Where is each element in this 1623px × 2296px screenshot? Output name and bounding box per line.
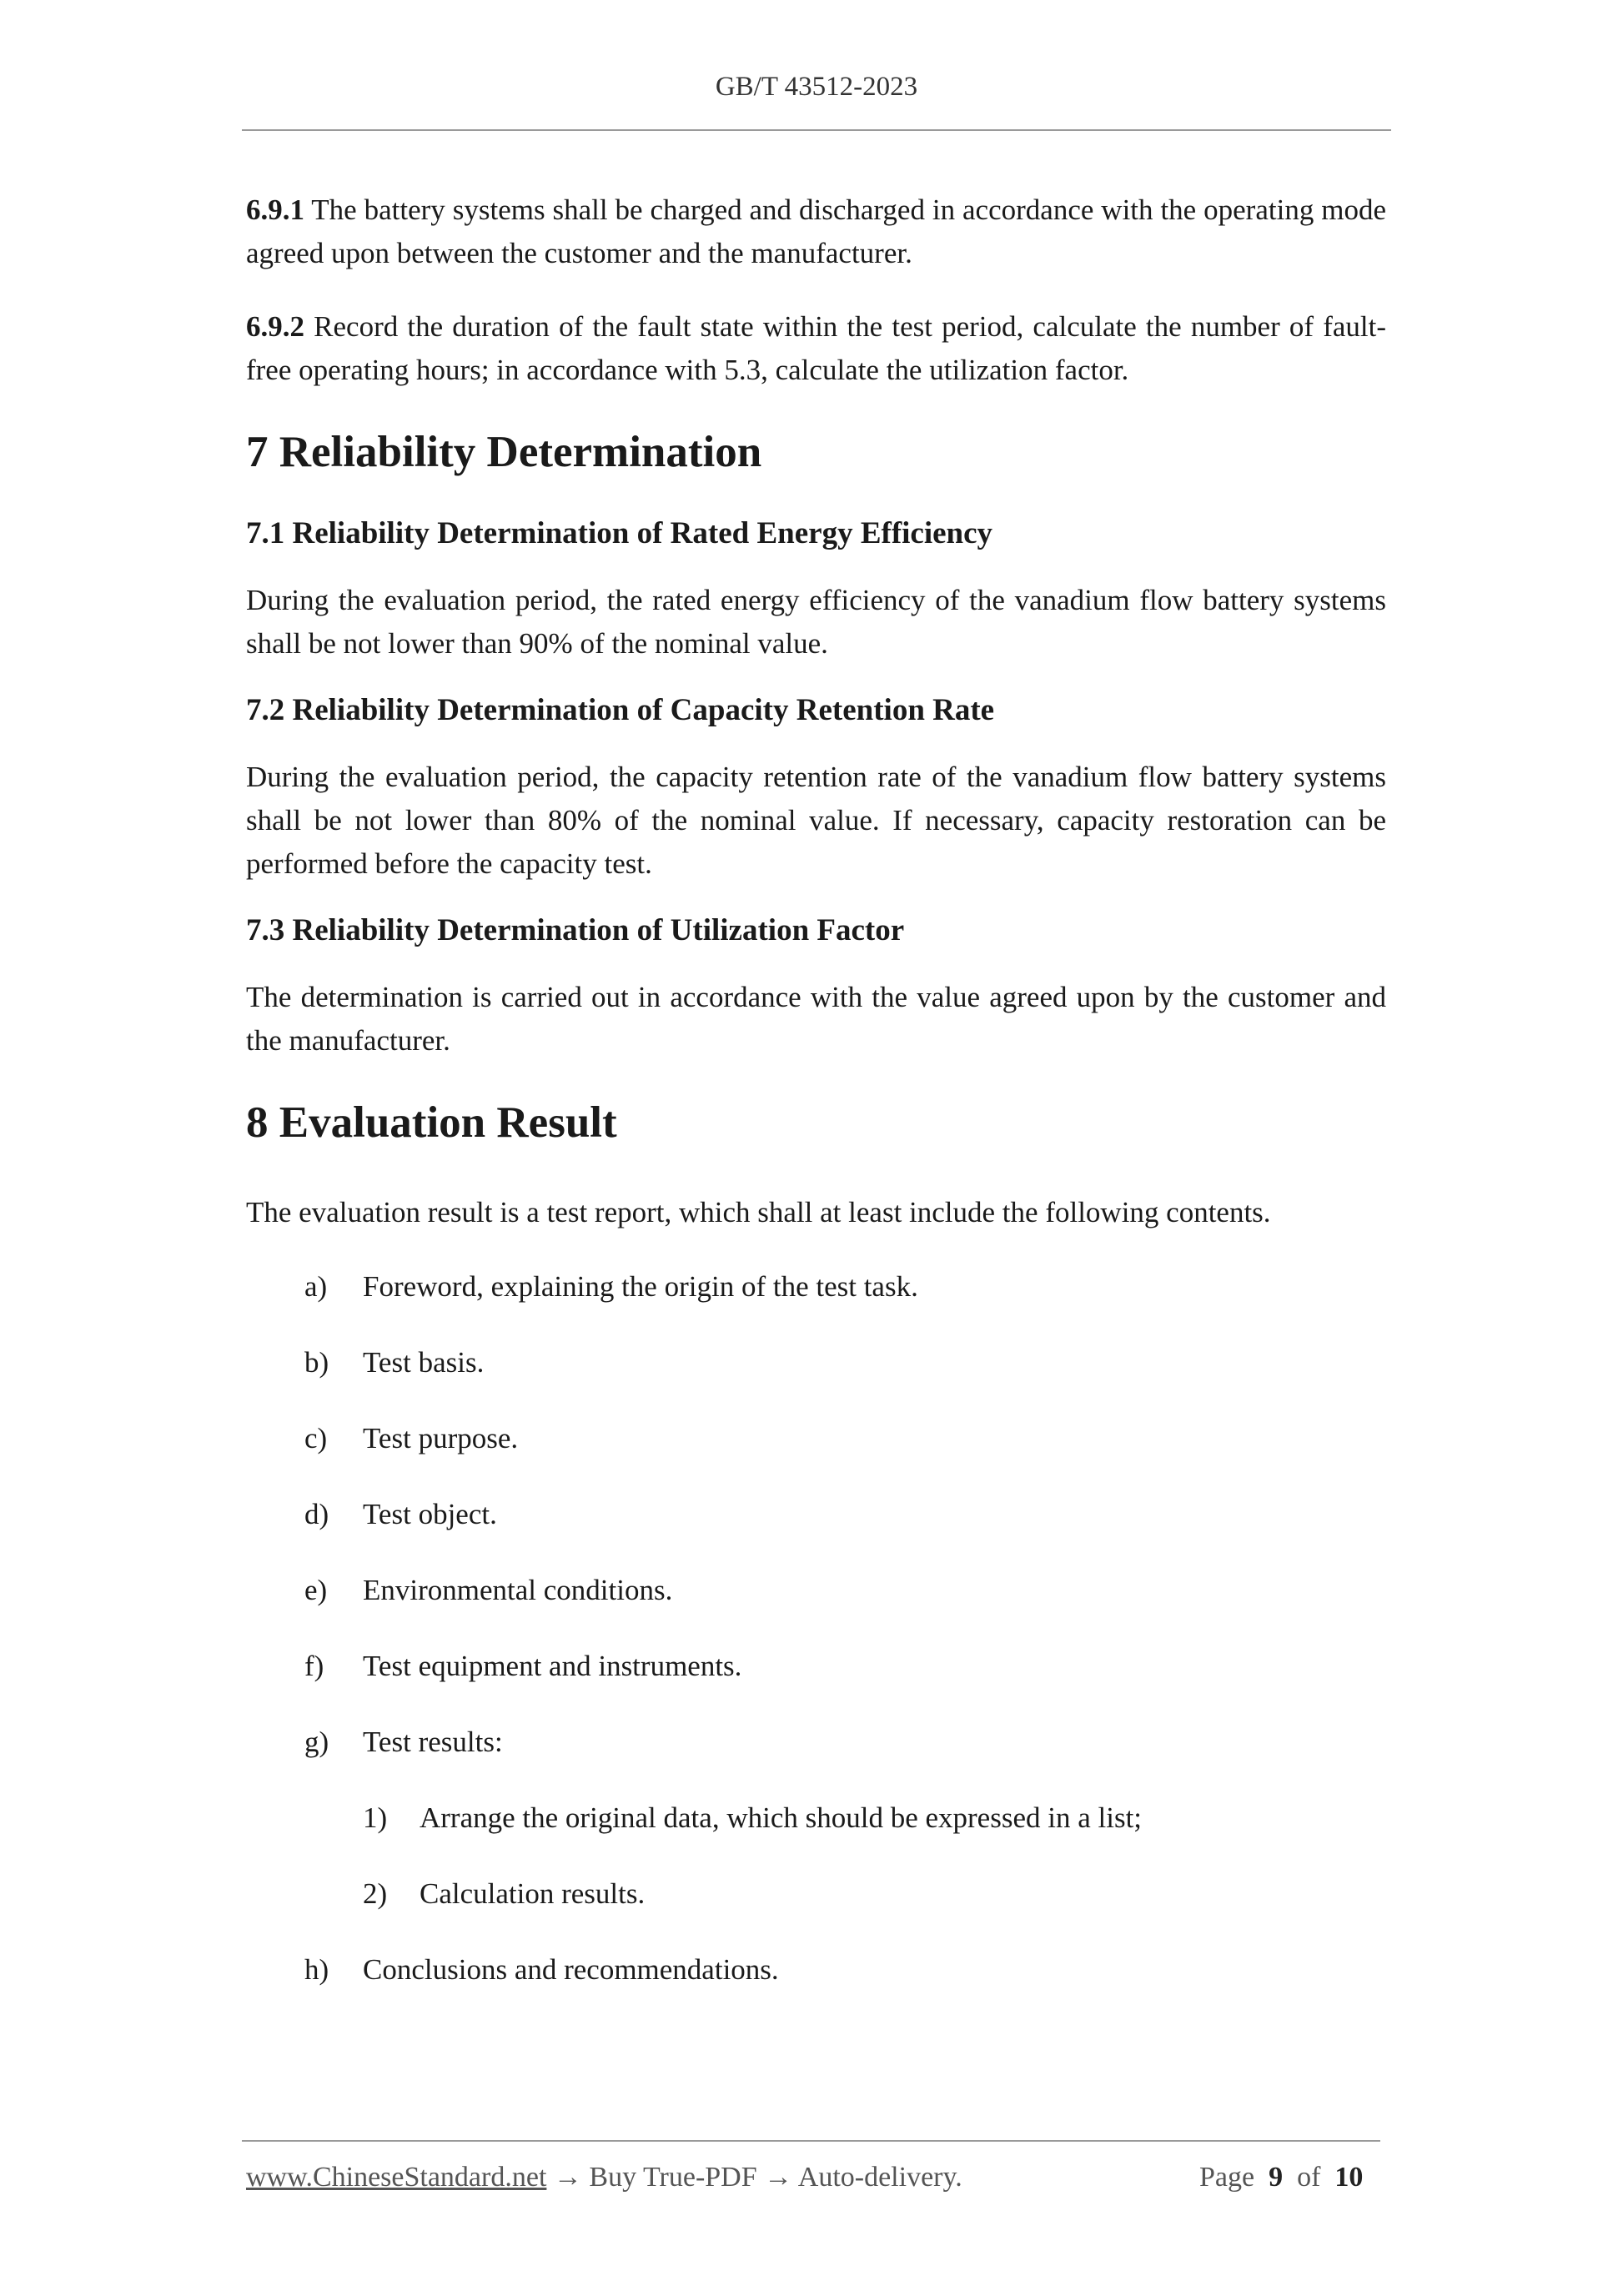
list-marker: c) (304, 1422, 328, 1454)
list-item-text: Foreword, explaining the origin of the test task. (363, 1270, 918, 1303)
arrow-icon: → (764, 2162, 793, 2193)
document-header: GB/T 43512-2023 (715, 72, 918, 102)
paragraph-8: The evaluation result is a test report, which shall at least include the following contents. (246, 1196, 1271, 1228)
clause-text: Record the duration of the fault state within the test period, calculate the number of fault-free operating hours; in accordance with 5.3, calculate the utilization factor. (246, 310, 1386, 386)
list-item (246, 1268, 1386, 1306)
list-marker: h) (304, 1953, 329, 1986)
page-label: Page (1199, 2162, 1255, 2193)
subsection-heading-7-3: 7.3 Reliability Determination of Utilization Factor (246, 913, 905, 947)
paragraph-7-2: During the evaluation period, the capacity retention rate of the vanadium flow battery systems shall be not lower than 80% of the nominal value. If necessary, capacity restoration can be performed before the capacity test. (246, 761, 1386, 880)
list-item-text: Test object. (363, 1498, 497, 1530)
list-marker: 1) (363, 1801, 388, 1834)
list-item (246, 1344, 1386, 1382)
list-item-text: Test results: (363, 1726, 503, 1758)
list-item-text: Environmental conditions. (363, 1574, 673, 1606)
current-page: 9 (1269, 2162, 1284, 2193)
list-item (246, 1495, 1386, 1534)
clause-number: 6.9.2 (246, 310, 304, 343)
list-marker: e) (304, 1574, 328, 1606)
list-marker: g) (304, 1726, 329, 1758)
of-label: of (1297, 2162, 1321, 2193)
subsection-heading-7-2: 7.2 Reliability Determination of Capacity Retention Rate (246, 693, 995, 727)
paragraph-7-3: The determination is carried out in accordance with the value agreed upon by the customer and the manufacturer. (246, 981, 1386, 1057)
clause-number: 6.9.1 (246, 193, 304, 226)
page-number (1199, 2162, 1363, 2193)
sub-list-item (246, 1875, 1386, 1913)
footer-promo (246, 2162, 962, 2193)
list-item (246, 1571, 1386, 1610)
total-pages: 10 (1334, 2162, 1364, 2193)
sub-list-item (246, 1799, 1386, 1837)
arrow-icon: → (553, 2162, 582, 2193)
section-heading-8: 8 Evaluation Result (246, 1098, 617, 1147)
list-item-text: Arrange the original data, which should be expressed in a list; (420, 1801, 1143, 1834)
list-item (246, 1951, 1386, 1989)
report-contents-list (246, 1268, 1386, 1989)
header-rule (242, 129, 1391, 131)
subsection-heading-7-1: 7.1 Reliability Determination of Rated Energy Efficiency (246, 516, 993, 550)
buy-text: Buy True-PDF (589, 2162, 757, 2193)
page-content (246, 175, 1386, 1989)
list-item (246, 1723, 1386, 1761)
list-marker: a) (304, 1270, 328, 1303)
list-item-text: Test basis. (363, 1346, 485, 1379)
list-marker: 2) (363, 1877, 388, 1910)
footer-rule (242, 2140, 1380, 2142)
list-item-text: Test purpose. (363, 1422, 519, 1454)
list-item-text: Calculation results. (420, 1877, 646, 1910)
clause-6-9-2 (246, 305, 1386, 392)
delivery-text: Auto-delivery. (797, 2162, 962, 2193)
section-heading-7: 7 Reliability Determination (246, 428, 762, 476)
paragraph-7-1: During the evaluation period, the rated energy efficiency of the vanadium flow battery systems shall be not lower than 90% of the nominal value. (246, 584, 1386, 660)
list-marker: d) (304, 1498, 329, 1530)
list-item-text: Test equipment and instruments. (363, 1650, 742, 1682)
list-marker: b) (304, 1346, 329, 1379)
list-marker: f) (304, 1650, 324, 1682)
clause-6-9-1 (246, 188, 1386, 275)
list-item (246, 1419, 1386, 1458)
list-item-text: Conclusions and recommendations. (363, 1953, 779, 1986)
website-link[interactable]: www.ChineseStandard.net (246, 2162, 547, 2193)
list-item (246, 1647, 1386, 1686)
clause-text: The battery systems shall be charged and discharged in accordance with the operating mode agreed upon between the customer and the manufacturer. (246, 193, 1386, 269)
